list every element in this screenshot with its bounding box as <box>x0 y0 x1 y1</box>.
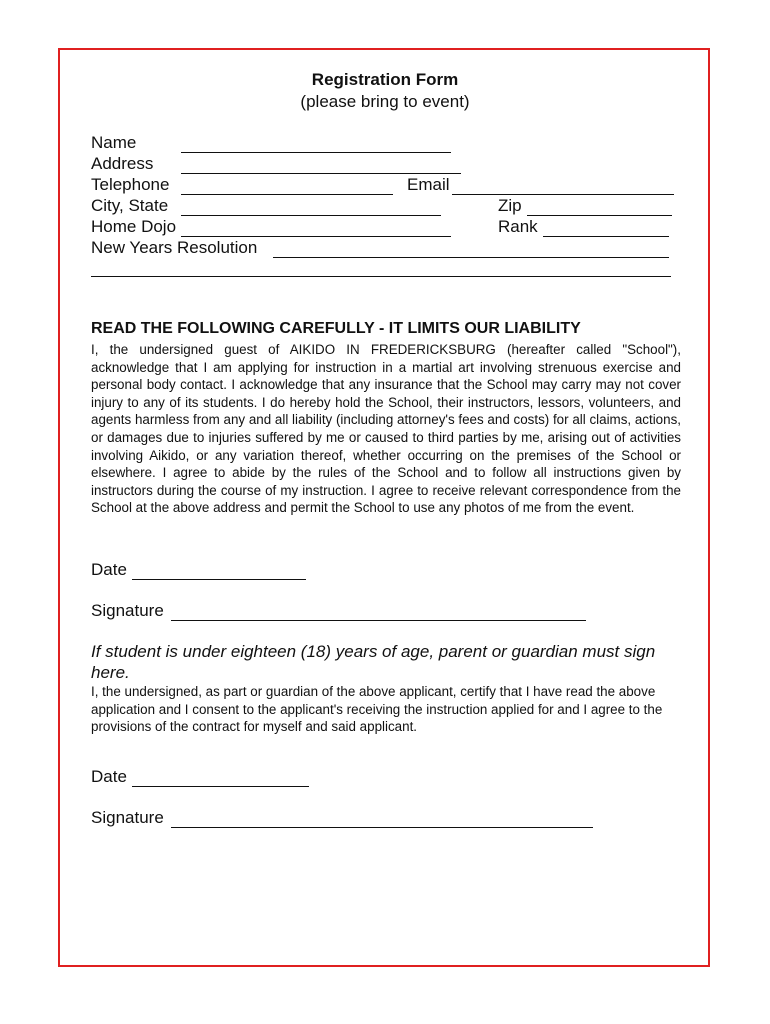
guardian-signature-field[interactable] <box>171 827 593 828</box>
form-title: Registration Form <box>311 70 459 89</box>
resolution-field-line-2[interactable] <box>91 276 671 277</box>
rank-field[interactable] <box>543 236 669 237</box>
resolution-label: New Years Resolution <box>91 238 258 257</box>
minor-body: I, the undersigned, as part or guardian of the above applicant, certify that I have read the above application and I consent to the applicant's receiving the instruction applied for and I agree to the provisions of the contract for myself and said applicant. <box>91 684 663 735</box>
address-field[interactable] <box>181 173 461 174</box>
email-field[interactable] <box>452 194 674 195</box>
rank-label: Rank <box>498 217 538 236</box>
name-field[interactable] <box>181 152 451 153</box>
guardian-date-label: Date <box>91 767 127 786</box>
waiver-body: I, the undersigned guest of AIKIDO IN FREDERICKSBURG (hereafter called "School"), acknowledge that I am applying for instruction in a martial art involving strenuous exercise and personal body contact. I acknowledge that any insurance that the School may carry may not cover injury to any of its students. I do hereby hold the School, their instructors, lessors, volunteers, and agents harmless from any and all liability (including attorney's fees and costs) for all claims, actions, or damages due to injuries suffered by me or caused to third parties by me, arising out of activities involving Aikido, or any variation thereof, whether occurring on the premises of the School or elsewhere. I agree to abide by the rules of the School and to follow all instructions given by instructors during the course of my instruction. I agree to receive relevant correspondence from the School at the above address and permit the School to use any photos of me from the event. <box>91 342 681 516</box>
city-state-field[interactable] <box>181 215 441 216</box>
guardian-signature-label: Signature <box>91 808 164 827</box>
address-label: Address <box>91 154 154 173</box>
name-label: Name <box>91 133 137 152</box>
date-label: Date <box>91 560 127 579</box>
minor-heading: If student is under eighteen (18) years of age, parent or guardian must sign here. <box>91 642 656 682</box>
signature-label: Signature <box>91 601 164 620</box>
telephone-field[interactable] <box>181 194 393 195</box>
zip-field[interactable] <box>527 215 672 216</box>
zip-label: Zip <box>498 196 522 215</box>
signature-field[interactable] <box>171 620 586 621</box>
form-subtitle: (please bring to event) <box>300 92 470 111</box>
guardian-date-field[interactable] <box>132 786 309 787</box>
date-field[interactable] <box>132 579 306 580</box>
email-label: Email <box>407 175 450 194</box>
telephone-label: Telephone <box>91 175 170 194</box>
home-dojo-field[interactable] <box>181 236 451 237</box>
waiver-heading: READ THE FOLLOWING CAREFULLY - IT LIMITS OUR LIABILITY <box>91 320 581 337</box>
home-dojo-label: Home Dojo <box>91 217 177 236</box>
resolution-field[interactable] <box>273 257 669 258</box>
city-state-label: City, State <box>91 196 169 215</box>
